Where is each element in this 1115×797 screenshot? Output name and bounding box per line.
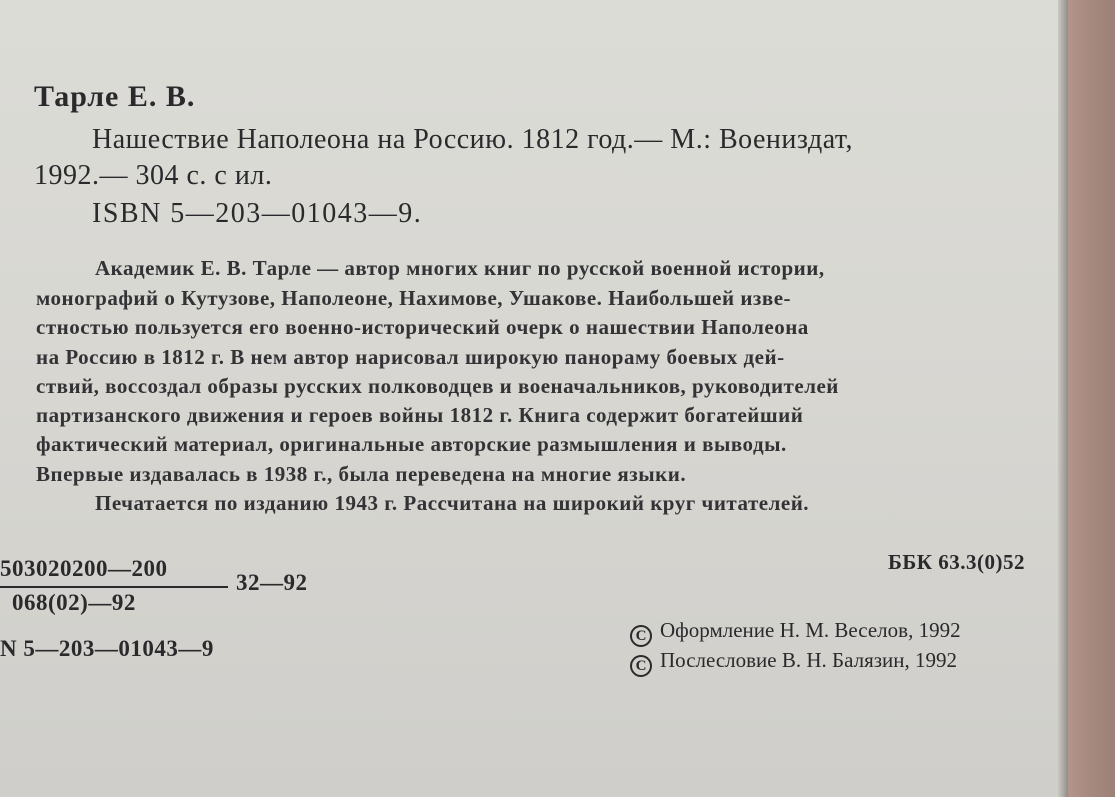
isbn-footer: N 5—203—01043—9 (0, 636, 214, 661)
fraction-divider (0, 586, 228, 588)
classification-fraction-denominator: 068(02)—92 (12, 590, 136, 615)
annotation-line: на Россию в 1812 г. В нем автор нарисовал широкую панораму боевых дей- (36, 345, 785, 369)
bibliographic-isbn: ISBN 5—203—01043—9. (92, 198, 423, 229)
classification-fraction-suffix: 32—92 (236, 570, 308, 595)
annotation-line: ствий, воссоздал образы русских полководцев и военачальников, руководителей (36, 374, 839, 398)
copyright-afterword-line (630, 648, 957, 677)
copyright-afterword-text: Послесловие В. Н. Балязин, 1992 (660, 648, 958, 672)
annotation-line: Академик Е. В. Тарле — автор многих книг по русской военной истории, (95, 256, 825, 280)
annotation-line: стностью пользуется его военно-исторический очерк о нашествии Наполеона (36, 315, 809, 339)
annotation-line: партизанского движения и героев войны 1812 г. Книга содержит богатейший (36, 403, 804, 427)
annotation-line: фактический материал, оригинальные авторские размышления и выводы. (36, 432, 787, 456)
bbk-code: ББК 63.3(0)52 (888, 550, 1025, 574)
copyright-design-line (630, 618, 961, 647)
classification-fraction-numerator: 503020200—200 (0, 556, 168, 581)
copyright-icon: C (630, 625, 652, 647)
annotation-line: Впервые издавалась в 1938 г., была переведена на многие языки. (36, 462, 687, 486)
author-heading: Тарле Е. В. (34, 80, 196, 113)
bibliographic-line-1: Нашествие Наполеона на Россию. 1812 год.— М.: Воениздат, (92, 124, 854, 155)
page-edge (1058, 0, 1068, 797)
bibliographic-line-2: 1992.— 304 с. с ил. (34, 160, 273, 191)
book-spine (1068, 0, 1115, 797)
copyright-design-text: Оформление Н. М. Веселов, 1992 (660, 618, 961, 642)
annotation-line: Печатается по изданию 1943 г. Рассчитана на широкий круг читателей. (95, 491, 810, 515)
copyright-icon: C (630, 655, 652, 677)
annotation-line: монографий о Кутузове, Наполеоне, Нахимове, Ушакове. Наибольшей изве- (36, 286, 792, 310)
